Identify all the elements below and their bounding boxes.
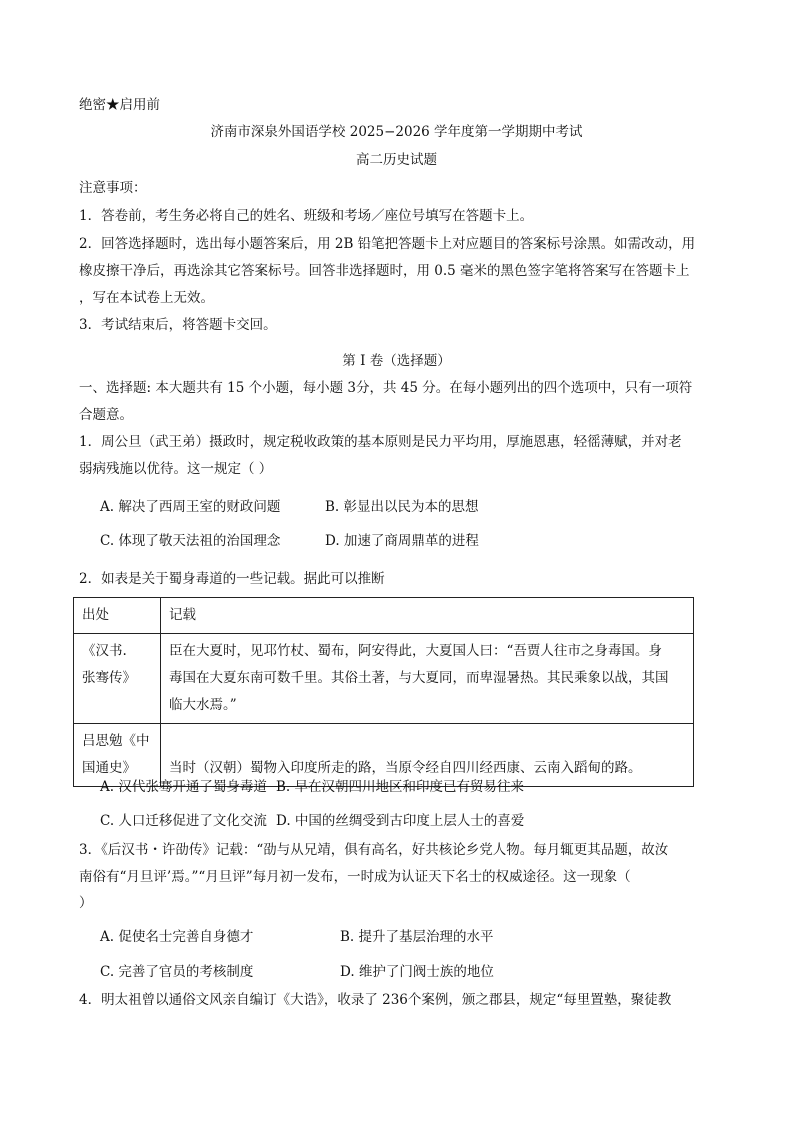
- source-line: 吕思勉《中: [82, 733, 150, 749]
- question-2-stem: 2．如表是关于蜀身毒道的一些记载。据此可以推断: [79, 571, 385, 587]
- notice-item-2-cont: 橡皮擦干净后，再选涂其它答案标号。回答非选择题时，用 0.5 毫米的黑色签字笔将答案写在答题卡上: [79, 263, 690, 279]
- question-2-option-d[interactable]: D. 中国的丝绸受到古印度上层人士的喜爱: [276, 813, 525, 829]
- question-2-option-c[interactable]: C. 人口迁移促进了文化交流: [100, 813, 267, 829]
- section-instructions: 一、选择题: 本大题共有 15 个小题，每小题 3分，共 45 分。在每小题列出的四个选项中，只有一项符: [79, 380, 693, 396]
- record-line: 毒国在大夏东南可数千里。其俗土著，与大夏同，而卑湿暑热。其民乘象以战，其国: [169, 670, 669, 686]
- question-3-option-d[interactable]: D. 维护了门阀士族的地位: [340, 964, 494, 980]
- table-cell-source: [74, 634, 161, 724]
- notice-title: 注意事项：: [79, 180, 147, 196]
- record-line: 臣在大夏时，见邛竹杖、蜀布，阿安得此，大夏国人曰：“吾贾人往市之身毒国。身: [169, 643, 662, 659]
- question-1-option-d[interactable]: D. 加速了商周鼎革的进程: [325, 533, 479, 549]
- question-4-stem: 4．明太祖曾以通俗文风亲自编订《大诰》，收录了 236个案例，颁之郡县，规定“每里置塾，聚徒教: [79, 992, 672, 1008]
- notice-item-1: 1．答卷前，考生务必将自己的姓名、班级和考场／座位号填写在答题卡上。: [79, 208, 534, 224]
- question-3-stem-end: ）: [79, 895, 93, 911]
- table-cell-record: [161, 634, 694, 724]
- question-3-option-b[interactable]: B. 提升了基层治理的水平: [340, 929, 494, 945]
- notice-item-2-end: ，写在本试卷上无效。: [79, 290, 214, 306]
- notice-item-2: 2．回答选择题时，选出每小题答案后，用 2B 铅笔把答题卡上对应题目的答案标号涂黑。如需改动，用: [79, 236, 696, 252]
- question-3-stem: 3．《后汉书・许劭传》记载：“劭与从兄靖，俱有高名，好共核论乡党人物。每月辄更其品题，故汝: [79, 842, 669, 858]
- section-title: 第 I 卷（选择题）: [342, 353, 451, 369]
- source-line: 国通史》: [82, 760, 136, 776]
- question-1-option-c[interactable]: C. 体现了敬天法祖的治国理念: [100, 533, 281, 549]
- source-line: 《汉书.: [82, 643, 127, 659]
- table-header-record: 记载: [161, 598, 694, 634]
- question-2-option-a[interactable]: A. 汉代张骞开通了蜀身毒道: [100, 779, 267, 795]
- table-header-row: [74, 598, 694, 634]
- question-3-option-a[interactable]: A. 促使名士完善自身德才: [100, 929, 254, 945]
- table-row: [74, 634, 694, 724]
- notice-item-3: 3．考试结束后，将答题卡交回。: [79, 317, 277, 333]
- question-1-option-b[interactable]: B. 彰显出以民为本的思想: [325, 499, 479, 515]
- source-line: 张骞传》: [82, 670, 136, 686]
- question-3-stem-cont: 南俗有“月旦评’焉。”“月旦评”每月初一发布，一时成为认证天下名士的权威途径。这一现象（: [79, 869, 631, 885]
- question-1-stem: 1．周公旦（武王弟）摄政时，规定税收政策的基本原则是民力平均用，厚施恩惠，轻徭薄赋，并对老: [79, 434, 682, 450]
- record-line: 当时（汉朝）蜀物入印度所走的路，当原令经自四川经西康、云南入蹈甸的路。: [169, 760, 642, 776]
- confidential-mark: 绝密★启用前: [79, 97, 160, 113]
- question-1-stem-cont: 弱病残施以优待。这一规定（ ）: [79, 461, 273, 477]
- question-3-option-c[interactable]: C. 完善了官员的考核制度: [100, 964, 254, 980]
- record-line: 临大水焉。”: [169, 697, 237, 713]
- table-header-source: 出处: [74, 598, 161, 634]
- records-table: [73, 597, 694, 787]
- section-instructions-cont: 合题意。: [79, 407, 133, 423]
- question-1-option-a[interactable]: A. 解决了西周王室的财政问题: [100, 499, 281, 515]
- exam-title: 济南市深泉外国语学校 2025−2026 学年度第一学期期中考试: [210, 124, 583, 140]
- question-2-option-b[interactable]: B. 早在汉朝四川地区和印度已有贸易往来: [276, 779, 525, 795]
- subject-title: 高二历史试题: [356, 152, 437, 168]
